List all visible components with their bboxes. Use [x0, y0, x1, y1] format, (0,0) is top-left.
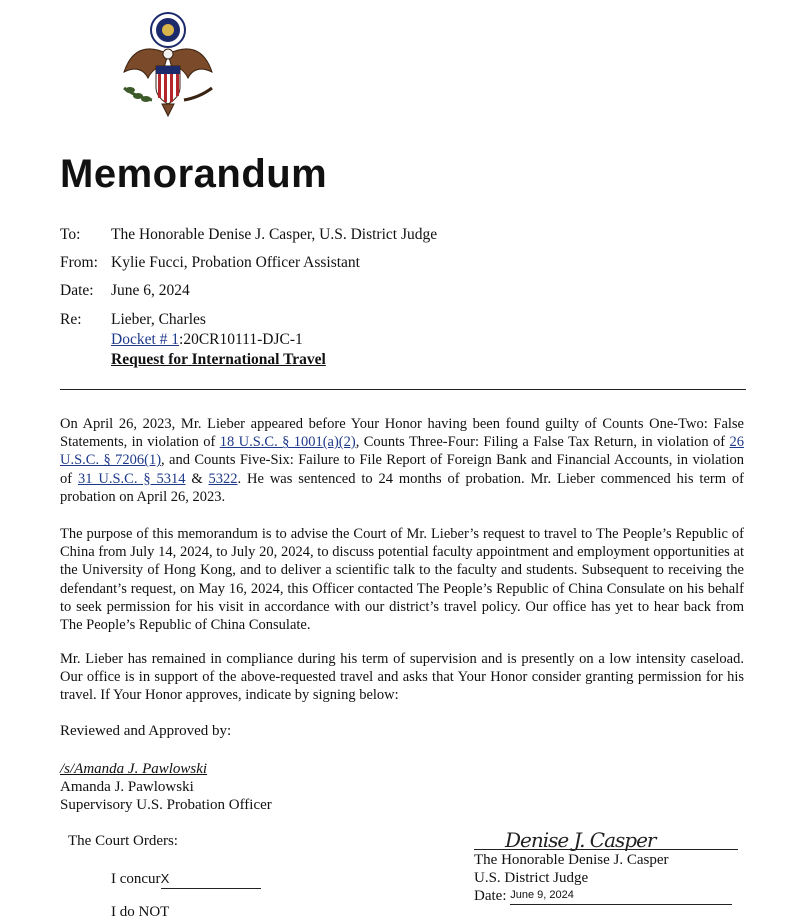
p1-text-e: . He was sentenced to 24 months of probation. Mr. Lieber commenced his term of probation on April 26, 2023. — [60, 470, 744, 505]
reviewed-label: Reviewed and Approved by: — [60, 723, 232, 739]
paragraph-travel-request: The purpose of this memorandum is to advise the Court of Mr. Lieber’s request to travel to The People’s Republic of China from July 14, 2024, to July 20, 2024, to discuss potential faculty appointment and employment opportunities at the University of Hong Kong, and to deliver a scientific talk to the faculty and students. Subsequent to receiving the defendant’s request, on May 16, 2024, this Officer contacted The People’s Republic of China Consulate on his behalf to seek permission for his visit in accordance with our district’s travel policy. Our office has yet to hear back from The People’s Republic of China Consulate. — [60, 526, 744, 634]
to-row — [0, 226, 800, 246]
docket-number: :20CR10111-DJC-1 — [179, 331, 303, 348]
to-value: The Honorable Denise J. Casper, U.S. District Judge — [111, 226, 438, 243]
judge-title: U.S. District Judge — [474, 870, 589, 886]
paragraph-conviction — [60, 415, 744, 506]
docket-link[interactable]: Docket # 1 — [111, 331, 180, 348]
memo-title: Memorandum — [60, 152, 328, 196]
p1-text-b: , Counts Three-Four: Filing a False Tax Return, in violation of — [355, 434, 730, 451]
from-label: From: — [60, 254, 98, 271]
to-label: To: — [60, 226, 81, 243]
from-row — [0, 254, 800, 274]
re-row — [0, 311, 800, 371]
docket-line — [111, 331, 303, 349]
paragraph-compliance: Mr. Lieber has remained in compliance during his term of supervision and is presently on a low intensity caseload. Our office is in support of the above-requested travel and asks that Your Honor consider granting permission for his travel. If Your Honor approves, indicate by signing below: — [60, 651, 744, 704]
re-label: Re: — [60, 311, 82, 328]
approver-title: Supervisory U.S. Probation Officer — [60, 797, 272, 813]
date-label: Date: — [60, 282, 94, 299]
concur-mark: X — [160, 871, 170, 886]
us-courts-seal-icon — [118, 8, 218, 120]
judge-date-label: Date: — [474, 888, 507, 904]
date-value: June 6, 2024 — [111, 282, 190, 299]
statute-link-5322[interactable]: 5322 — [208, 470, 238, 487]
judge-date-value: June 9, 2024 — [510, 886, 732, 905]
judge-handwritten-signature: Denise J. Casper — [505, 828, 656, 852]
electronic-signature: /s/Amanda J. Pawlowski — [60, 761, 208, 777]
judge-date-row — [474, 887, 732, 907]
statute-link-31-usc-5314[interactable]: 31 U.S.C. § 5314 — [77, 470, 186, 487]
judge-name: The Honorable Denise J. Casper — [474, 852, 669, 868]
not-concur-row: I do NOT — [111, 904, 170, 920]
concur-label: I concur — [111, 871, 161, 887]
memo-subject: Request for International Travel — [111, 351, 326, 368]
statute-link-26-usc-7206[interactable]: 26 U.S.C. § 7206(1) — [60, 434, 744, 469]
p1-text-c: , and Counts Five-Six: Failure to File Report of Foreign Bank and Financial Accounts, in violation of — [60, 452, 744, 487]
concur-row — [111, 870, 261, 889]
court-orders-label: The Court Orders: — [68, 833, 178, 849]
p1-text-a: On April 26, 2023, Mr. Lieber appeared before Your Honor having been found guilty of Counts One-Two: False Statements, in violation of — [60, 416, 744, 451]
re-name: Lieber, Charles — [111, 311, 206, 328]
statute-link-18-usc-1001[interactable]: 18 U.S.C. § 1001(a)(2) — [219, 434, 356, 451]
date-row — [0, 282, 800, 302]
p1-text-d: & — [185, 470, 209, 487]
from-value: Kylie Fucci, Probation Officer Assistant — [111, 254, 360, 271]
concur-line[interactable] — [161, 870, 261, 889]
header-divider — [60, 389, 746, 390]
approver-name: Amanda J. Pawlowski — [60, 779, 194, 795]
